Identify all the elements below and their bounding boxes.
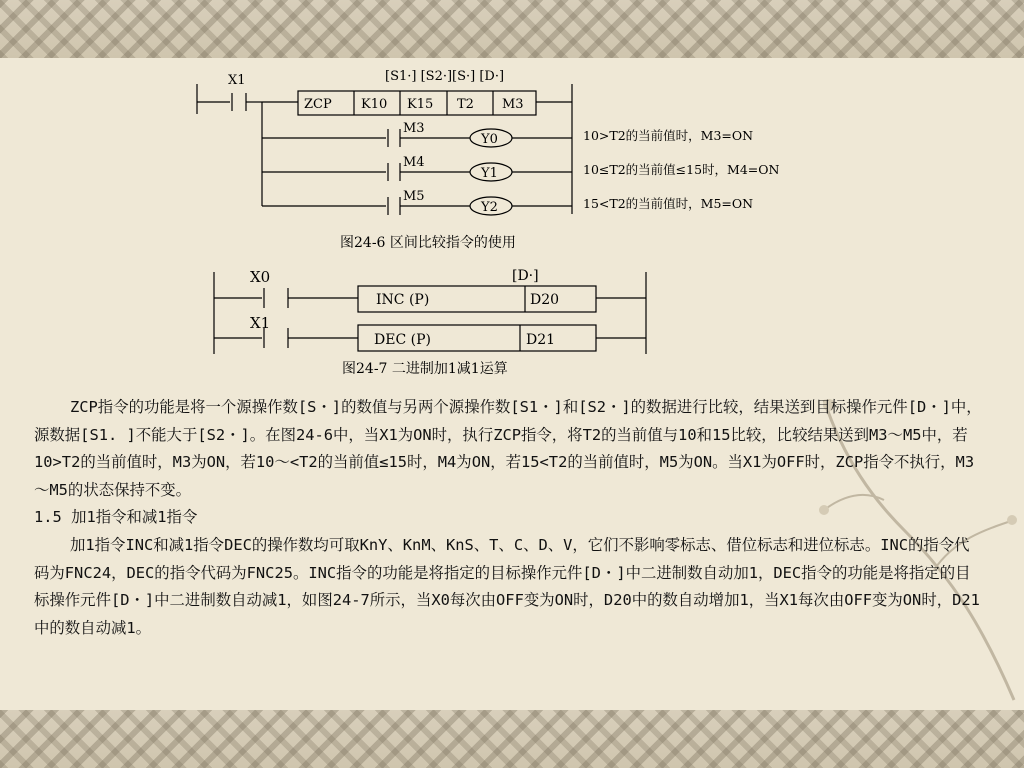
contact-label-x1-fig2: X1 xyxy=(250,314,271,332)
figure-caption-24-6: 图24-6 区间比较指令的使用 xyxy=(340,235,516,251)
instruction-cell-1: ZCP xyxy=(304,97,332,112)
dec-operand-label: D21 xyxy=(526,332,556,348)
ladder-diagram-zcp xyxy=(0,0,1024,380)
dec-instruction-label: DEC (P) xyxy=(374,332,431,348)
coil-label-y0: Y0 xyxy=(481,132,498,147)
paragraph-inc-dec: 加1指令INC和减1指令DEC的操作数均可取KnY、KnM、KnS、T、C、D、V，它们不影响零标志、借位标志和进位标志。INC的指令代码为FNC24，DEC的指令代码为FNC25。INC指令的功能是将指定的目标操作元件[D・]中二进制数自动加1，DEC指令的功能是将指定的目标操作元件[D・]中二进制数自动减1，如图24-7所示，当X0每次由OFF变为ON时，D20中的数自动增加1，当X1每次由OFF变为ON时，D21中的数自动减1。 xyxy=(34,535,980,637)
contact-label-x0: X0 xyxy=(250,268,271,286)
section-heading: 1.5 加1指令和减1指令 xyxy=(34,508,198,527)
decorative-bottom-band xyxy=(0,710,1024,768)
inc-instruction-label: INC (P) xyxy=(376,292,430,308)
d-operand-header: [D·] xyxy=(512,268,539,284)
paragraph-zcp: ZCP指令的功能是将一个源操作数[S・]的数值与另两个源操作数[S1・]和[S2・]的数据进行比较，结果送到目标操作元件[D・]中，源数据[S1. ]不能大于[S2・]。在图24-6中，当X1为ON时，执行ZCP指令，将T2的当前值与10和15比较，比较结果送到M3～M5中，若10>T2的当前值时，M3为ON，若10～<T2的当前值≤15时，M4为ON，若15<T2的当前值时，M5为ON。当X1为OFF时，ZCP指令不执行，M3～M5的状态保持不变。 xyxy=(34,398,982,499)
instruction-cell-5: M3 xyxy=(502,97,524,112)
instruction-cell-2: K10 xyxy=(361,97,388,112)
body-text xyxy=(34,394,984,642)
instruction-cell-4: T2 xyxy=(457,97,474,112)
coil-label-y1: Y1 xyxy=(481,166,498,181)
figure-caption-24-7: 图24-7 二进制加1减1运算 xyxy=(342,361,508,377)
contact-label-x1: X1 xyxy=(228,73,246,88)
row-note-2: 10≤T2的当前值≤15时，M4=ON xyxy=(583,162,780,177)
instruction-cell-3: K15 xyxy=(407,97,434,112)
contact-label-m4: M4 xyxy=(403,155,425,170)
row-note-1: 10>T2的当前值时，M3=ON xyxy=(583,128,754,143)
row-note-3: 15<T2的当前值时，M5=ON xyxy=(583,196,754,211)
contact-label-m3: M3 xyxy=(403,121,425,136)
inc-operand-label: D20 xyxy=(530,292,560,308)
operand-header: [S1·] [S2·][S·] [D·] xyxy=(385,69,505,84)
coil-label-y2: Y2 xyxy=(481,200,498,215)
contact-label-m5: M5 xyxy=(403,189,425,204)
